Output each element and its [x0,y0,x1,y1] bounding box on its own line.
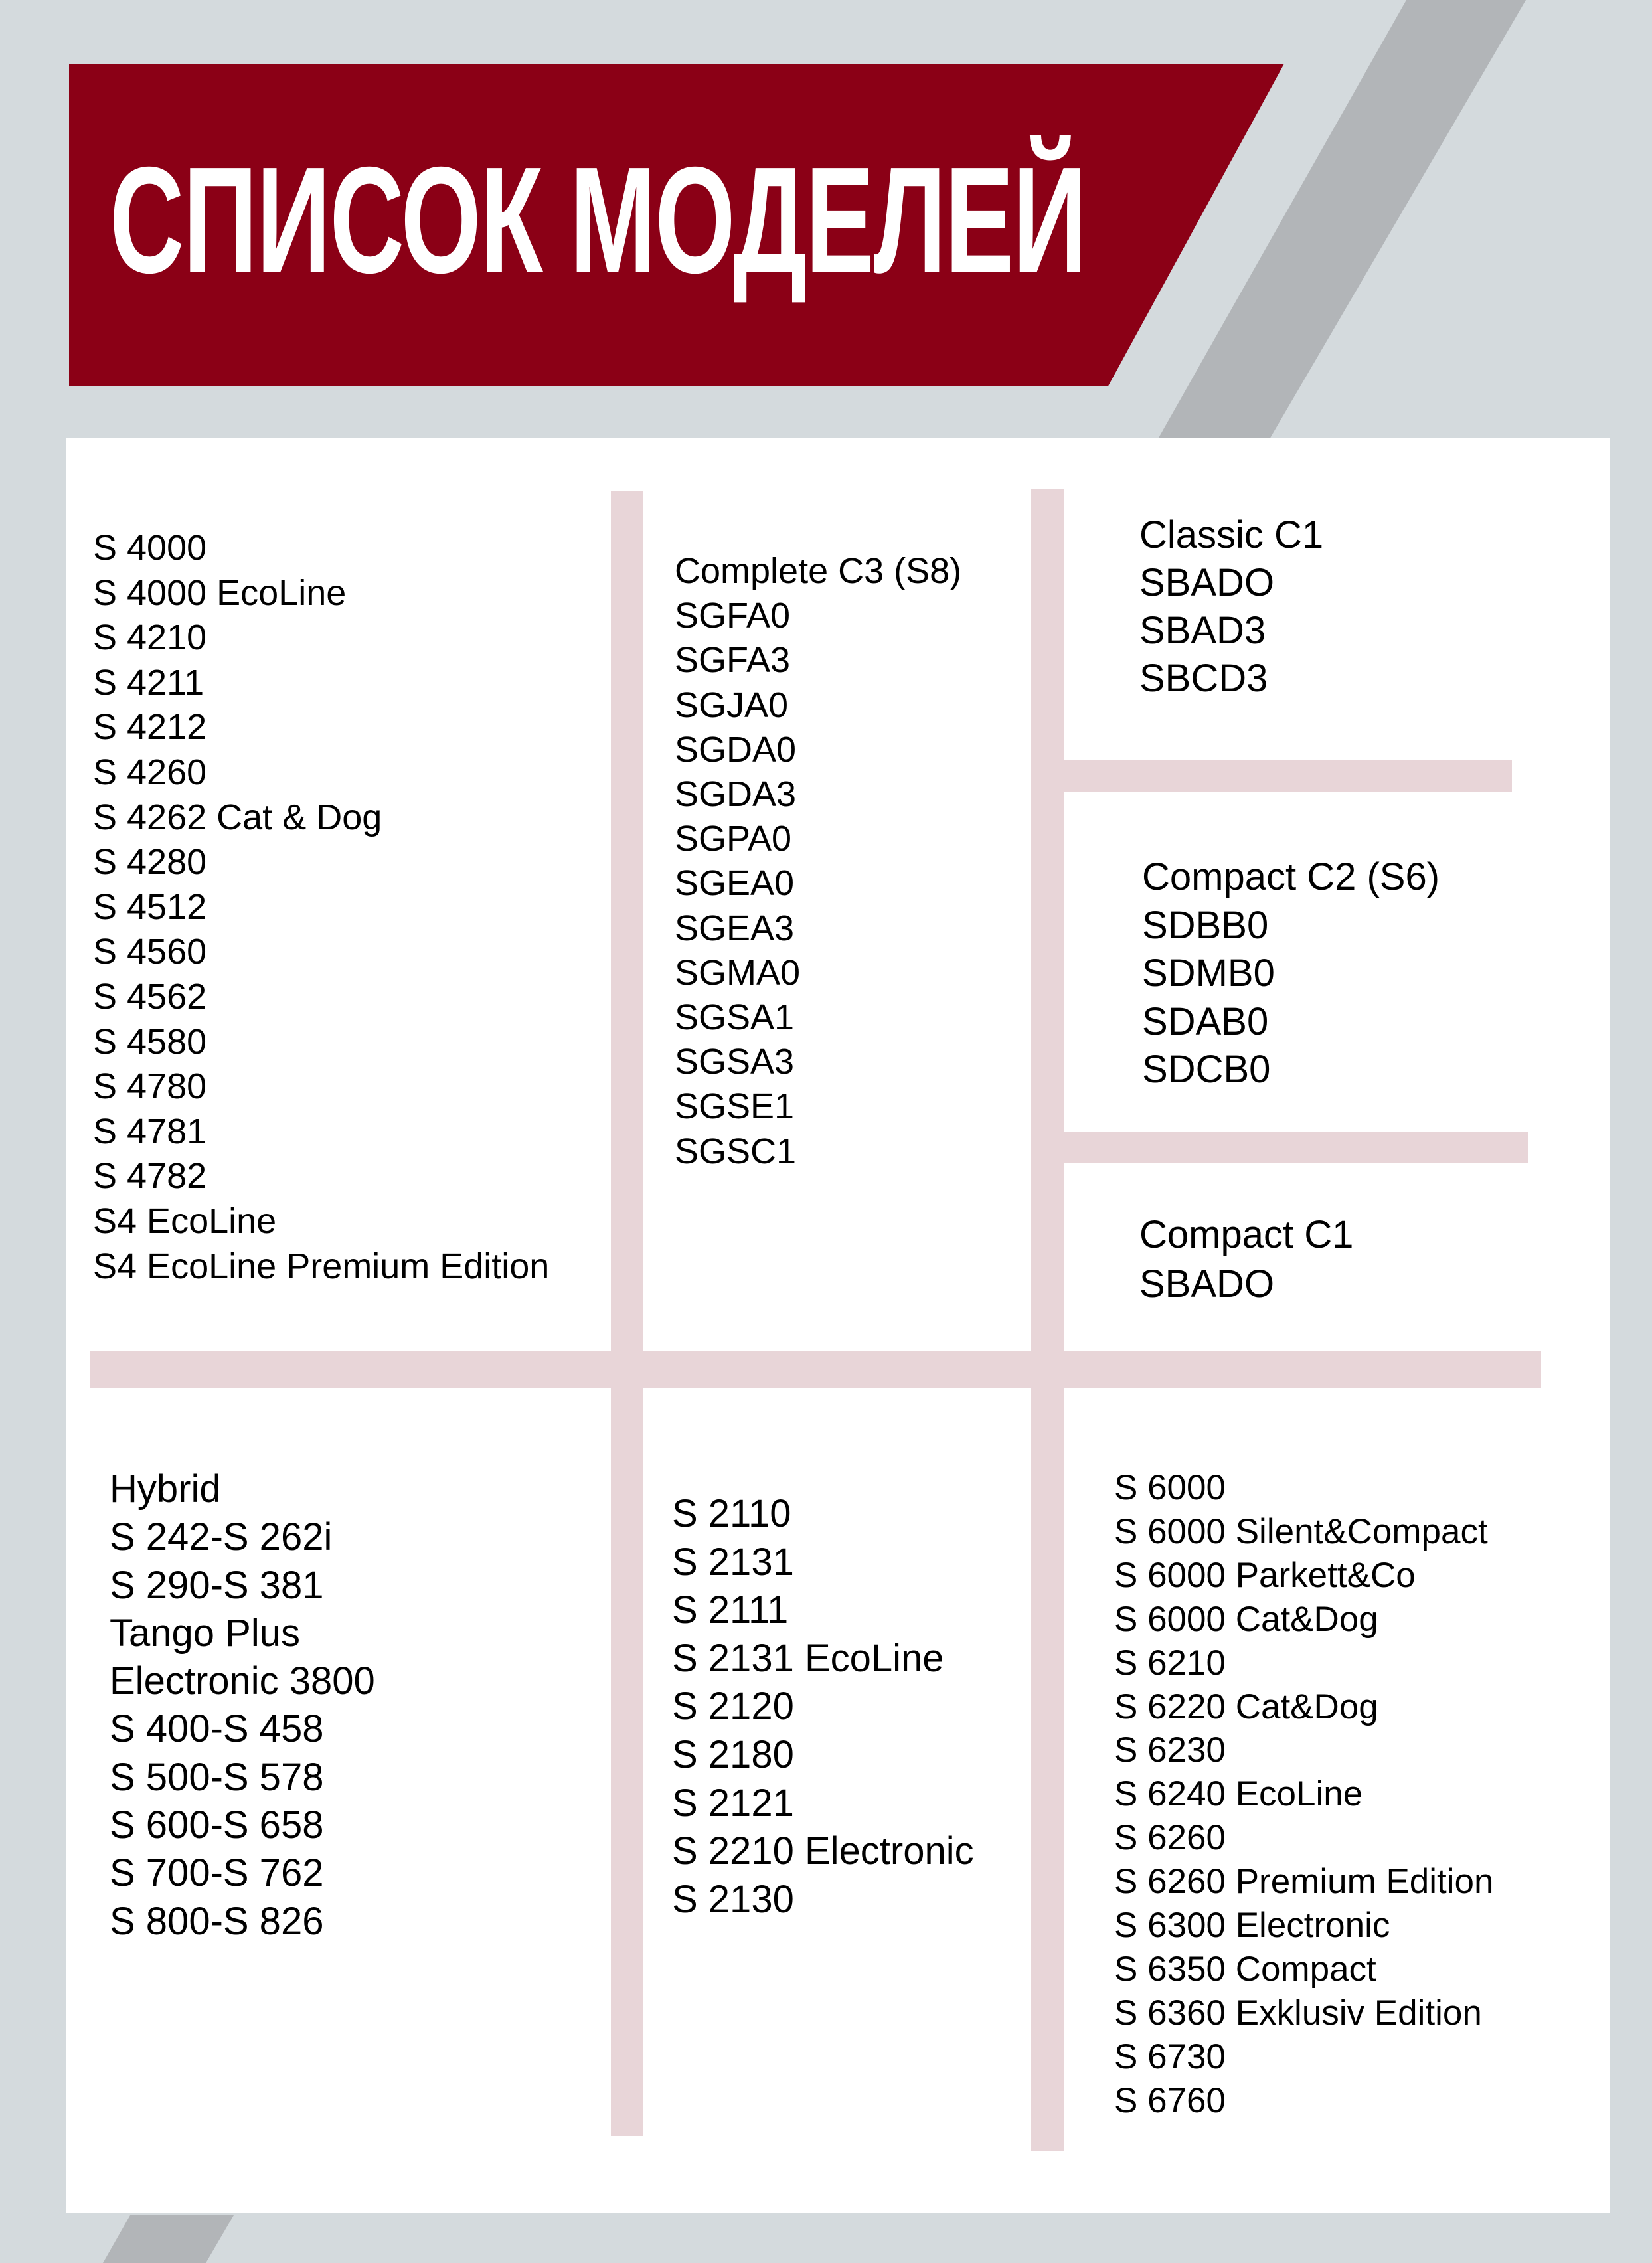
model-list-item: S 4780 [93,1066,207,1107]
horizontal-divider-main [90,1351,1541,1388]
model-list-hybrid [110,1466,375,1946]
model-list-item: S 4260 [93,752,207,792]
model-list-item: SDCB0 [1142,1048,1271,1091]
model-list-item: S 4262 Cat & Dog [93,797,382,837]
model-list-item: Tango Plus [110,1611,300,1655]
model-list-item: S 2130 [672,1877,794,1921]
model-list-item: S4 EcoLine Premium Edition [93,1246,550,1286]
model-list-item: S 2180 [672,1732,794,1776]
model-list-item: Hybrid [110,1467,221,1511]
model-list-item: SGSC1 [675,1131,797,1171]
model-list-item: S 6760 [1114,2080,1226,2120]
model-list-item: S 6730 [1114,2037,1226,2076]
model-list-item: S 6000 Silent&Compact [1114,1511,1488,1551]
page-title: СПИСОК МОДЕЛЕЙ [110,135,1086,305]
model-list-item: S 2111 [672,1588,789,1632]
model-list-item: Complete C3 (S8) [675,551,962,591]
model-list-item: SBCD3 [1139,657,1268,700]
model-list-item: SGSA3 [675,1042,795,1082]
model-list-item: S 4512 [93,886,207,927]
model-list-item: S 500-S 578 [110,1755,324,1799]
model-list-item: S 2120 [672,1685,794,1728]
model-list-classic-c1 [1139,511,1323,703]
model-list-s6000 [1114,1466,1494,2123]
model-list-item: SBADO [1139,561,1275,604]
model-list-item: S 2121 [672,1781,794,1825]
model-list-item: S4 EcoLine [93,1201,277,1241]
model-list-item: S 6260 Premium Edition [1114,1862,1494,1902]
model-list-item: SGSE1 [675,1086,795,1127]
model-list-item: S 6230 [1114,1730,1226,1770]
model-list-item: S 290-S 381 [110,1563,324,1607]
model-list-item: S 6000 [1114,1468,1226,1507]
model-list-item: SGMA0 [675,952,801,993]
model-list-item: S 2131 [672,1540,794,1584]
model-list-item: S 4000 EcoLine [93,572,347,613]
vertical-divider-right [1031,489,1064,2151]
model-list-item: SGEA3 [675,908,795,948]
model-list-item: SDMB0 [1142,952,1275,995]
model-list-item: S 242-S 262i [110,1515,333,1559]
model-list-item: Compact C1 [1139,1213,1354,1256]
model-list-item: SGFA0 [675,596,791,636]
model-list-item: S 4212 [93,707,207,748]
model-list-item: S 6300 Electronic [1114,1906,1390,1946]
model-list-item: SBADO [1139,1262,1275,1305]
bottom-diagonal-stripe [103,2215,234,2263]
horizontal-divider-upper-right [1064,760,1512,792]
model-list-item: S 6210 [1114,1643,1226,1683]
model-list-item: SGDA0 [675,729,797,770]
model-list-item: SGSA1 [675,997,795,1038]
model-list-item: S 4560 [93,932,207,972]
model-list-item: S 4562 [93,976,207,1017]
model-list-item: S 400-S 458 [110,1707,324,1751]
model-list-item: S 4781 [93,1111,207,1151]
model-list-item: S 4580 [93,1021,207,1062]
model-list-item: S 700-S 762 [110,1851,324,1895]
vertical-divider-left [611,491,643,2136]
model-list-item: S 6360 Exklusiv Edition [1114,1993,1482,2033]
model-list-compact-c2 [1142,853,1440,1094]
model-list-s2000 [672,1490,974,1924]
model-list-item: S 2110 [672,1492,791,1535]
model-list-item: S 4000 [93,528,207,568]
model-list-complete-c3 [675,549,961,1174]
model-list-item: S 4280 [93,842,207,882]
model-list-item: S 6350 Compact [1114,1949,1376,1989]
model-list-item: S 6000 Parkett&Co [1114,1555,1416,1595]
model-list-item: S 600-S 658 [110,1803,324,1847]
model-list-item: S 4211 [93,662,205,703]
model-list-item: SDBB0 [1142,903,1269,947]
model-list-item: S 4210 [93,618,207,658]
model-list-item: S 6260 [1114,1818,1226,1858]
model-list-item: SGEA0 [675,863,795,904]
model-list-item: S 2131 EcoLine [672,1636,944,1680]
model-list-item: SGPA0 [675,819,792,859]
model-list-s4000 [93,526,549,1289]
model-list-item: SBAD3 [1139,609,1266,652]
model-list-item: SGDA3 [675,774,797,815]
model-list-item: SGJA0 [675,685,789,725]
model-list-item: S 6220 Cat&Dog [1114,1687,1378,1726]
model-list-item: S 6000 Cat&Dog [1114,1599,1378,1639]
model-list-item: S 6240 EcoLine [1114,1774,1363,1814]
model-list-item: Electronic 3800 [110,1659,375,1703]
model-list-item: SGFA3 [675,640,791,681]
model-list-item: S 2210 Electronic [672,1829,974,1873]
horizontal-divider-lower-right [1064,1132,1528,1163]
model-list-item: Compact C2 (S6) [1142,855,1440,898]
model-list-item: Classic C1 [1139,513,1324,556]
model-list-item: S 4782 [93,1156,207,1197]
model-list-item: S 800-S 826 [110,1899,324,1943]
model-list-compact-c1 [1139,1211,1353,1309]
model-list-item: SDAB0 [1142,999,1269,1043]
